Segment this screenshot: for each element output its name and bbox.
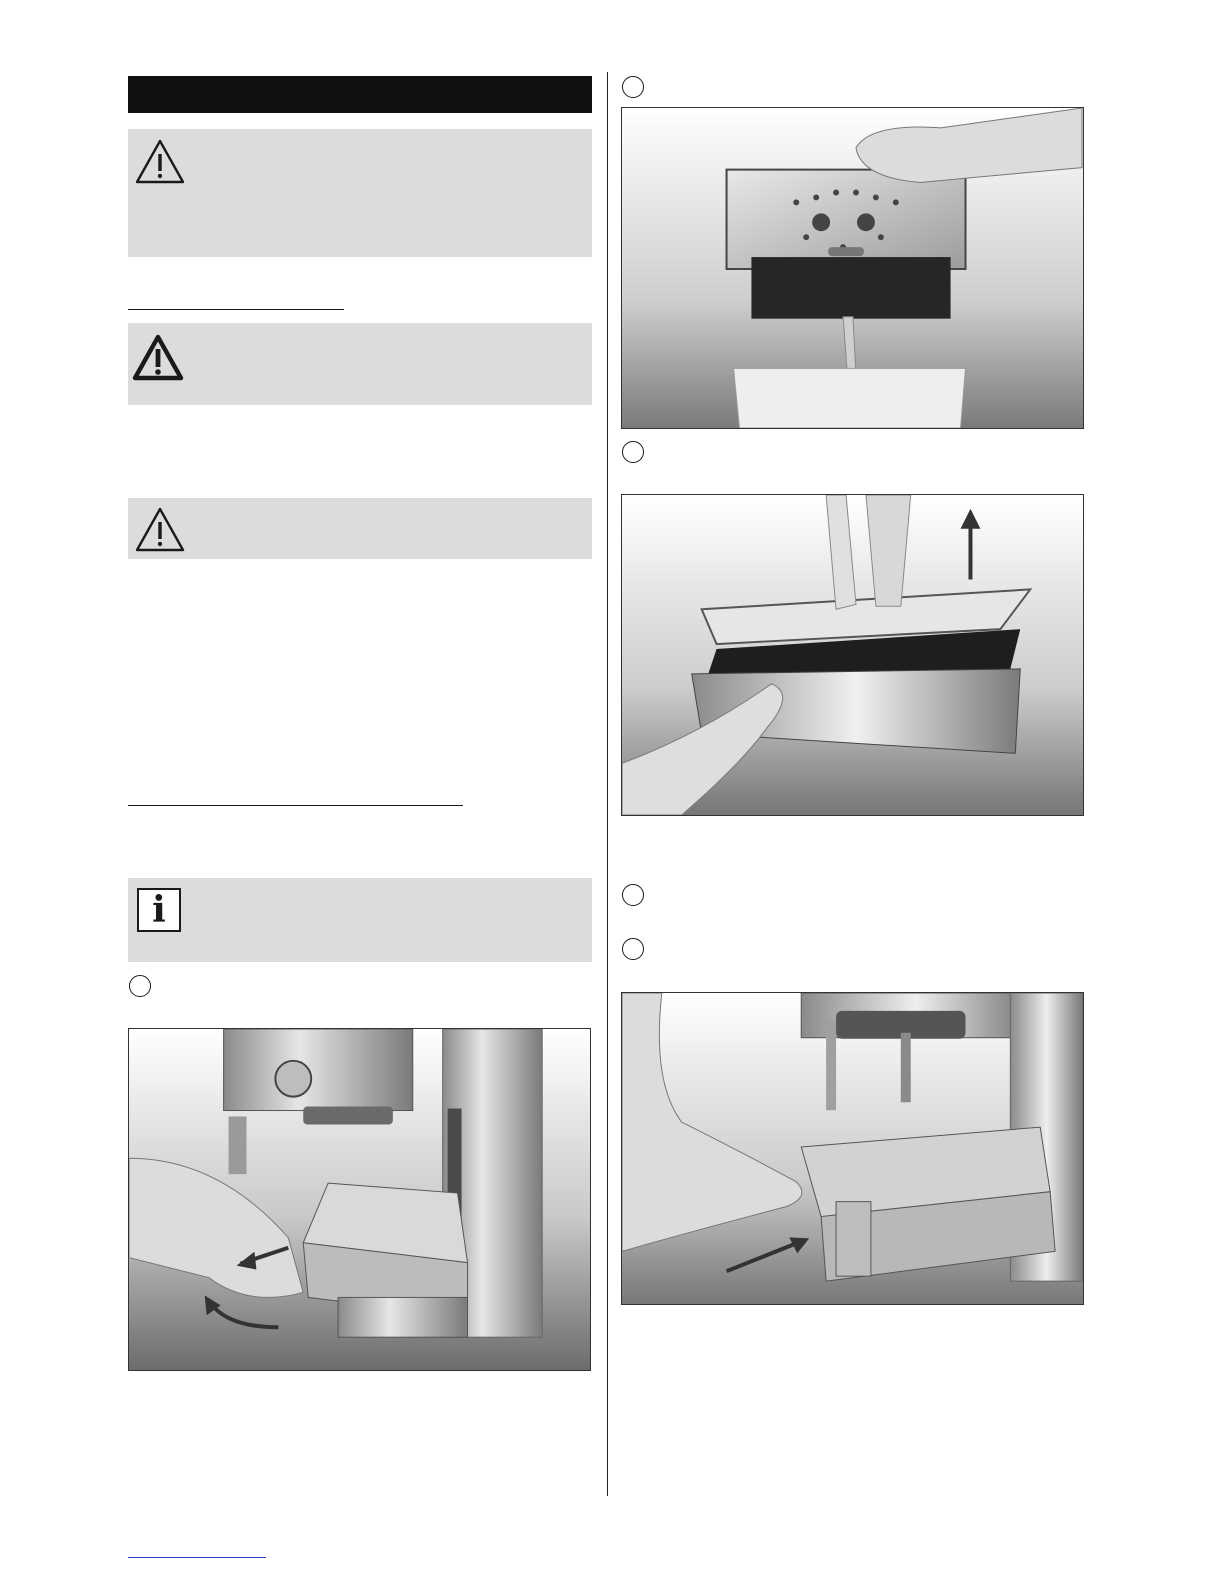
footer-link[interactable]: [128, 1557, 266, 1558]
step-marker-4: [622, 884, 644, 906]
subheading-underline-1: [128, 309, 344, 310]
figure-empty-drip-tray: [621, 107, 1084, 429]
step-marker-1: [129, 975, 151, 997]
figure-insert-drip-tray: [621, 992, 1084, 1305]
step-marker-5: [622, 938, 644, 960]
subheading-underline-2: [128, 805, 463, 806]
warning-triangle-icon: [132, 333, 184, 381]
section-header-bar: [128, 76, 592, 113]
warning-notice-1: [128, 129, 592, 257]
step-marker-2: [622, 76, 644, 98]
warning-triangle-icon: [134, 137, 186, 185]
step-marker-3: [622, 441, 644, 463]
warning-triangle-icon: [134, 505, 186, 553]
figure-remove-drip-tray: [128, 1028, 591, 1371]
info-icon: i: [137, 888, 181, 932]
info-notice: [128, 878, 592, 962]
figure-lift-drip-grid: [621, 494, 1084, 816]
column-divider: [607, 72, 608, 1496]
warning-notice-2: [128, 323, 592, 405]
warning-notice-3: [128, 498, 592, 559]
